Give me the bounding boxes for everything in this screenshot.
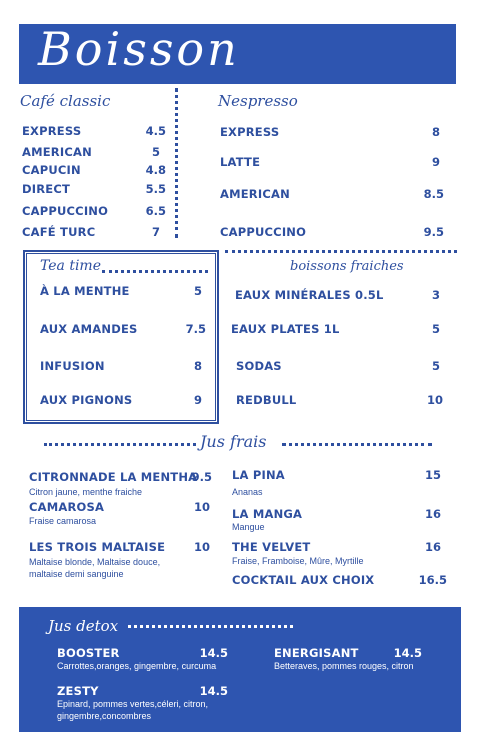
- menu-item-name: INFUSION: [40, 359, 105, 373]
- menu-item-price: 14.5: [393, 646, 422, 660]
- menu-item-name: À LA MENTHE: [40, 284, 130, 298]
- menu-item-name: AMERICAN: [220, 187, 290, 201]
- menu-item-price: 4.5: [145, 124, 166, 138]
- menu-item-description: Maltaise blonde, Maltaise douce, maltaise demi sanguine: [29, 557, 161, 579]
- menu-item-name: CAFÉ TURC: [22, 225, 96, 239]
- menu-item-description: Betteraves, pommes rouges, citron: [274, 661, 414, 671]
- menu-item-price: 5: [151, 145, 160, 159]
- section-title-jus-detox: Jus detox: [48, 617, 119, 635]
- menu-item-name: ZESTY: [57, 684, 99, 698]
- menu-item-name: AMERICAN: [22, 145, 92, 159]
- menu-item-price: 8.5: [423, 187, 444, 201]
- menu-item-name: EXPRESS: [220, 125, 280, 139]
- menu-item-price: 8: [431, 125, 440, 139]
- jus-detox-dotted-line: [128, 625, 293, 628]
- section-title-jus-frais: Jus frais: [200, 432, 267, 451]
- menu-item-name: AUX PIGNONS: [40, 393, 133, 407]
- menu-item-price: 9.5: [423, 225, 444, 239]
- menu-item-name: SODAS: [236, 359, 282, 373]
- menu-item-name: THE VELVET: [232, 540, 311, 554]
- menu-item-price: 9: [193, 393, 202, 407]
- horizontal-dotted-divider: [225, 250, 457, 253]
- menu-item-name: COCKTAIL AUX CHOIX: [232, 573, 375, 587]
- menu-item-description: Ananas: [232, 487, 263, 497]
- menu-item-name: LATTE: [220, 155, 261, 169]
- menu-item-name: CAPPUCCINO: [22, 204, 109, 218]
- section-title-boissons-fraiches: boissons fraiches: [290, 259, 404, 274]
- section-title-cafe-classic: Café classic: [20, 92, 111, 110]
- menu-item-price: 5: [193, 284, 202, 298]
- menu-item-description: Fraise, Framboise, Mûre, Myrtille: [232, 556, 364, 566]
- menu-item-price: 3: [431, 288, 440, 302]
- menu-item-name: EAUX PLATES 1L: [231, 322, 340, 336]
- menu-item-price: 4.8: [145, 163, 166, 177]
- menu-item-name: AUX AMANDES: [40, 322, 138, 336]
- menu-item-price: 5: [431, 359, 440, 373]
- menu-item-name: CAPPUCCINO: [220, 225, 307, 239]
- menu-item-name: CAMAROSA: [29, 500, 105, 514]
- menu-item-price: 10: [426, 393, 443, 407]
- menu-item-name: LES TROIS MALTAISE: [29, 540, 166, 554]
- menu-item-price: 16: [424, 540, 441, 554]
- menu-item-name: DIRECT: [22, 182, 71, 196]
- menu-item-name: REDBULL: [236, 393, 297, 407]
- menu-item-price: 5.5: [145, 182, 166, 196]
- menu-item-price: 14.5: [199, 684, 228, 698]
- menu-item-price: 10: [193, 500, 210, 514]
- menu-item-price: 15: [424, 468, 441, 482]
- menu-item-description: Mangue: [232, 522, 265, 532]
- menu-item-description: Fraise camarosa: [29, 516, 97, 526]
- page-title: Boisson: [38, 22, 240, 76]
- menu-item-price: 7.5: [185, 322, 206, 336]
- jus-frais-dotted-line-left: [44, 443, 196, 446]
- menu-item-name: CITRONNADE LA MENTHA: [29, 470, 198, 484]
- menu-item-price: 16.5: [418, 573, 447, 587]
- menu-item-name: EXPRESS: [22, 124, 82, 138]
- menu-item-name: LA PINA: [232, 468, 285, 482]
- vertical-dotted-divider: [175, 88, 178, 238]
- menu-item-price: 8: [193, 359, 202, 373]
- section-title-tea-time: Tea time: [40, 258, 101, 274]
- jus-frais-dotted-line-right: [282, 443, 432, 446]
- menu-item-price: 14.5: [199, 646, 228, 660]
- tea-time-dotted-line: [102, 270, 208, 273]
- menu-item-price: 9.5: [191, 470, 212, 484]
- menu-item-price: 9: [431, 155, 440, 169]
- menu-item-description: Citron jaune, menthe fraiche: [29, 487, 143, 497]
- menu-item-description: Epinard, pommes vertes,céleri, citron, gingembre,concombres: [57, 699, 209, 721]
- section-title-nespresso: Nespresso: [218, 92, 298, 110]
- menu-item-name: ENERGISANT: [274, 646, 359, 660]
- menu-item-name: CAPUCIN: [22, 163, 81, 177]
- menu-item-name: BOOSTER: [57, 646, 120, 660]
- menu-item-name: EAUX MINÉRALES 0.5L: [235, 288, 384, 302]
- menu-item-price: 10: [193, 540, 210, 554]
- menu-item-price: 5: [431, 322, 440, 336]
- menu-item-price: 16: [424, 507, 441, 521]
- menu-item-name: LA MANGA: [232, 507, 303, 521]
- menu-item-price: 7: [151, 225, 160, 239]
- menu-item-price: 6.5: [145, 204, 166, 218]
- menu-item-description: Carrottes,oranges, gingembre, curcuma: [57, 661, 217, 671]
